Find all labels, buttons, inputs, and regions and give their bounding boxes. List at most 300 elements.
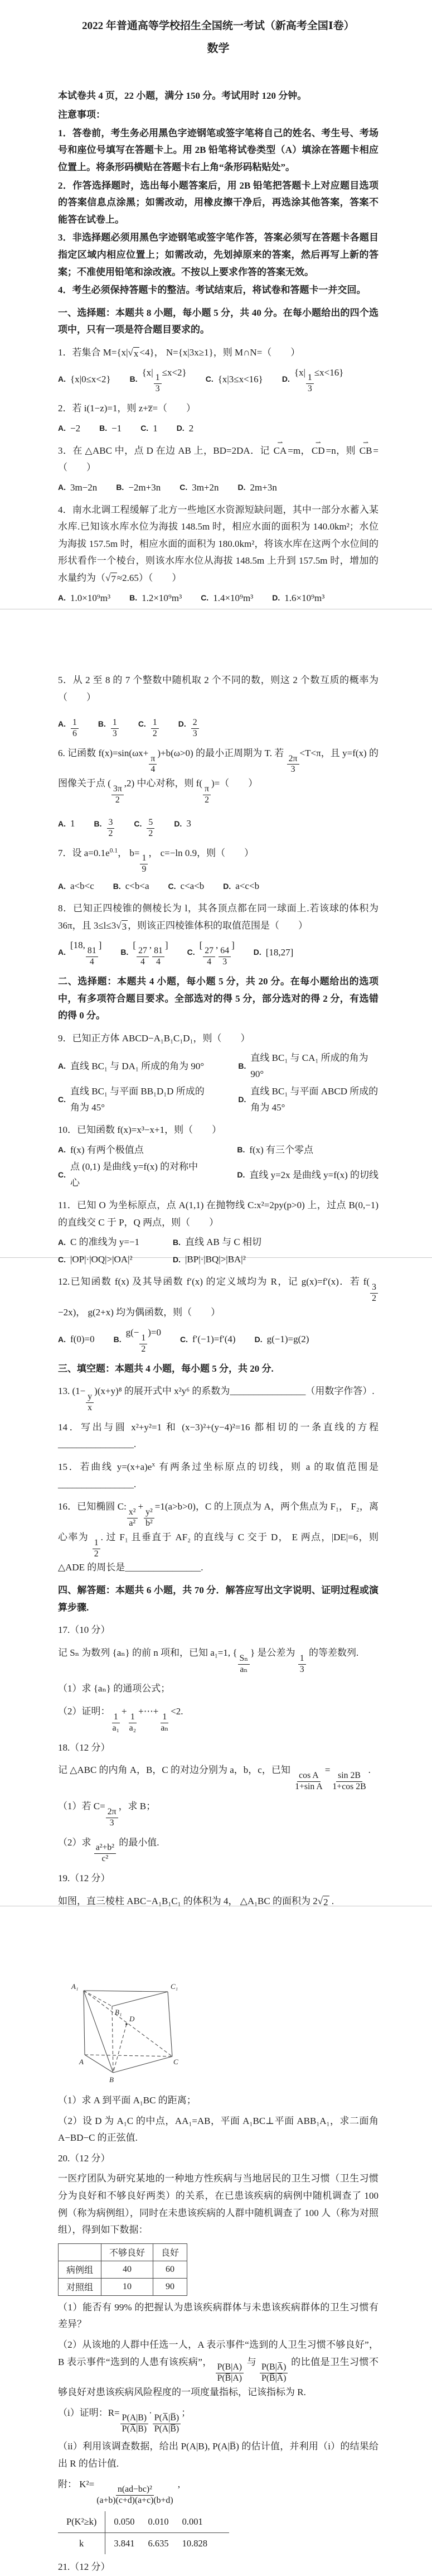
option-item — [173, 1234, 261, 1251]
fraction: $\frac{\text{y²}}{\text{b²}}$ — [144, 1507, 154, 1529]
option-item — [237, 1159, 378, 1191]
fraction: $\frac{P(B|A)}{P(B̅|A)}$ — [216, 2362, 244, 2384]
prism-edge — [84, 1991, 112, 2006]
option-item — [58, 1142, 203, 1159]
table-header-cell: 良好 — [153, 2243, 187, 2261]
option-label: C. — [205, 374, 213, 384]
option-item — [130, 365, 187, 395]
option-item — [237, 1142, 378, 1159]
table-header-cell — [59, 2243, 101, 2261]
ktable-row2-label: k — [58, 2533, 105, 2554]
option-text: 3m−2n — [70, 482, 98, 493]
options-row — [58, 709, 378, 739]
question-text: 18.（12 分） — [58, 1742, 110, 1753]
question-text: 记 Sₙ 为数列 {aₙ} 的前 n 项和，已知 a₁=1, { $\frac{\text{Sₙ}}{\text{aₙ}}$ } 是公差为 $\frac{1}{3}$ 的等差数列. — [58, 1647, 359, 1674]
section-heading: 四、解答题：本题共 6 小题，共 70 分．解答应写出文字说明、证明过程或演算步骤. — [58, 1585, 378, 1613]
option-label: C. — [138, 719, 146, 729]
fraction: $\frac{1}{2}$ — [139, 1333, 147, 1355]
section-heading: 三、填空题：本题共 4 小题，每小题 5 分，共 20 分. — [58, 1363, 274, 1374]
vertex-label: A₁ — [71, 1982, 79, 1991]
survey-table — [58, 2243, 187, 2296]
option-label: B. — [113, 1334, 122, 1344]
option-item — [58, 480, 97, 496]
page-1 — [0, 0, 432, 609]
option-item — [180, 1325, 236, 1355]
fraction: $\frac{\text{Sₙ}}{\text{aₙ}}$ — [238, 1654, 250, 1675]
option-text: 3m+2n — [192, 482, 219, 493]
option-label: C. — [134, 819, 142, 828]
sqrt: √ 2 — [317, 1895, 328, 1907]
option-item — [179, 480, 219, 496]
notice-paragraph: 本试卷共 4 页，22 小题，满分 150 分。考试用时 120 分钟。 — [58, 90, 307, 101]
option-item — [58, 1159, 203, 1191]
question-text: 21.（12 分） — [58, 2561, 110, 2573]
vertex-label: A — [79, 2058, 84, 2066]
option-label: C. — [179, 483, 188, 492]
table-cell: 40 — [101, 2261, 153, 2278]
ktable-row1-values — [105, 2511, 229, 2533]
vertex-label: B — [109, 2075, 114, 2084]
fraction: $\frac{64}{3}$ — [219, 946, 231, 968]
option-text: [18, $\frac{81}{4}$ ] — [70, 940, 102, 967]
question-text: 20.（12 分） — [58, 2152, 110, 2164]
option-item — [58, 1234, 139, 1251]
option-text: f(x) 有三个零点 — [249, 1144, 314, 1155]
prism-edge — [84, 1991, 168, 1992]
options-row — [58, 365, 378, 395]
superscript: x — [152, 1460, 156, 1468]
option-text: 直线 BC₁ 与平面 BB₁D₁D 所成的角为 45° — [70, 1086, 205, 1113]
option-item — [168, 878, 205, 895]
notice-paragraph: 1．答卷前，考生务必用黑色字迹钢笔或签字笔将自己的姓名、考生号、考场号和座位号填写在答题卡上。用 2B 铅笔将试卷类型（A）填涂在答题卡相应位置上。将条形码横贴在答题卡右上角“条形码粘贴处”。 — [58, 127, 378, 172]
prism-edge — [112, 1992, 168, 2006]
option-text: 直线 y=2x 是曲线 y=f(x) 的切线 — [249, 1169, 378, 1180]
option-text: 点 (0,1) 是曲线 y=f(x) 的对称中心 — [70, 1161, 198, 1189]
option-text — [146, 809, 155, 839]
prism-edge — [85, 2055, 172, 2056]
fraction: $\frac{1}{3}$ — [111, 718, 119, 739]
fraction: $\frac{\sin 2B}{1+\cos 2B}$ — [332, 1770, 366, 1791]
option-label: C. — [58, 1255, 66, 1264]
question-text: （i）证明：R= $\frac{P(A|B)}{P(A̅|B)}$ · $\frac{P(A̅|B̅)}{P(A|B̅)}$ ； — [58, 2407, 191, 2434]
option-text — [151, 709, 159, 739]
option-item — [174, 809, 191, 839]
fraction: $\frac{81}{4}$ — [86, 946, 98, 968]
fraction: $\frac{1}{\text{a₁}}$ — [112, 1712, 120, 1733]
section-heading: 二、选择题：本题共 4 小题，每小题 5 分，共 20 分。在每小题给出的选项中，有多项符合题目要求。全部选对的得 5 分，部分选对的得 2 分，有选错的得 0 分。 — [58, 976, 378, 1021]
options-row — [58, 590, 378, 607]
fraction: $\frac{3}{2}$ — [370, 1282, 378, 1304]
fraction: $\frac{\text{x²}}{\text{a²}}$ — [127, 1507, 138, 1529]
prism-edge — [84, 1991, 113, 2073]
fraction: $\frac{\pi}{2}$ — [203, 784, 211, 806]
option-label: C. — [187, 948, 195, 957]
question-text: （2）从该地的人群中任选一人，A 表示事件“选到的人卫生习惯不够良好”，B 表示事件“选到的人患有该疾病”， $\frac{P(B|A)}{P(B̅|A)}$ 与 $\frac{P(B|A̅)}{P(B̅|A̅)}$ 的比值是卫生习惯不够良好对患该疾病风险程度的一项度量指标，记该指标为 R. — [58, 2339, 379, 2398]
option-item — [58, 1084, 205, 1116]
option-text — [70, 709, 79, 739]
table-row — [59, 2278, 187, 2295]
option-label: D. — [253, 948, 261, 957]
option-item — [94, 809, 115, 839]
option-label: A. — [58, 483, 66, 492]
option-text: f′(−1)=f′(4) — [192, 1334, 236, 1345]
option-label: D. — [223, 881, 231, 891]
fraction: $\frac{2}{3}$ — [191, 718, 199, 739]
option-item — [272, 590, 324, 607]
ktable-row2-values — [105, 2533, 229, 2554]
fraction: $\frac{P(A|B)}{P(A̅|B)}$ — [120, 2413, 148, 2435]
option-label: C. — [140, 424, 149, 433]
fraction: $\frac{5}{2}$ — [147, 818, 154, 839]
prism-edge — [113, 2024, 127, 2073]
table-cell: 病例组 — [59, 2261, 101, 2278]
option-item — [58, 809, 75, 839]
option-text: {x|3≤x<16} — [217, 373, 263, 385]
fraction: $\frac{27}{4}$ — [137, 946, 149, 968]
question-text: 14．写出与圆 x²+y²=1 和 (x−3)²+(y−4)²=16 都相切的一条直线的方程________________. — [58, 1421, 378, 1450]
option-text: {x| $\frac{1}{3}$ ≤x<16} — [294, 367, 344, 394]
option-text: 1 — [70, 818, 75, 829]
exam-title: 2022 年普通高等学校招生全国统一考试（新高考全国Ⅰ卷） — [82, 20, 355, 32]
option-text: −1 — [111, 422, 122, 434]
option-text: 1.2×10⁹m³ — [142, 592, 182, 603]
fraction: $\frac{\text{n(ad−bc)²}}{(a+b)(c+d)(a+c)(b+d)}$ — [96, 2484, 173, 2506]
question-text: 10．已知函数 f(x)=x³−x+1，则（ ） — [58, 1124, 222, 1135]
option-item — [238, 1084, 378, 1116]
fraction: $\frac{1}{3}$ — [154, 373, 162, 395]
sqrt: √ x — [128, 347, 139, 359]
option-text: 直线 BC₁ 与 DA₁ 所成的角为 90° — [70, 1060, 205, 1071]
option-label: A. — [58, 1334, 66, 1344]
question-text: （ii）利用该调查数据，给出 P(A|B), P(A|B̅) 的估计值，并利用（i）的结果给出 R 的估计值. — [58, 2441, 378, 2469]
prism-edge — [84, 1991, 85, 2055]
prism-edge — [168, 1992, 172, 2056]
option-label: B. — [113, 881, 121, 891]
option-text: a<c<b — [235, 881, 260, 892]
option-label: B. — [98, 719, 106, 729]
option-label: C. — [179, 1334, 188, 1344]
question-text: 16．已知椭圆 C: $\frac{\text{x²}}{\text{a²}}$ + $\frac{\text{y²}}{\text{b²}}$ =1(a>b>0)，C 的上顶点为 A，两个焦点为 F₁， F₂，离心率为 $\frac{1}{2}$ . 过 F₁ 且垂直于 AF₂ 的直线与 C 交于 D， E 两点，|DE|=6，则 △ADE 的周长是________________. — [58, 1501, 379, 1573]
option-label: B. — [120, 948, 129, 957]
option-item — [58, 365, 111, 395]
option-item — [58, 1050, 205, 1083]
option-label: D. — [237, 1170, 245, 1180]
notice-paragraph: 2．作答选择题时，选出每小题答案后，用 2B 铅笔把答题卡上对应题目选项的答案信息点涂黑；如需改动，用橡皮擦干净后，再选涂其他答案，答案不能答在试卷上。 — [58, 180, 378, 225]
options-row — [58, 421, 378, 437]
option-label: A. — [58, 719, 66, 729]
option-label: C. — [58, 1170, 66, 1180]
fraction: $\frac{\text{cos A}}{\text{1+sin A}}$ — [295, 1770, 323, 1791]
critical-value-table — [58, 2511, 229, 2554]
fraction: $\frac{y}{x}$ — [86, 1392, 94, 1414]
option-item — [187, 938, 235, 968]
option-text: f(x) 有两个极值点 — [70, 1144, 144, 1155]
table-cell: 90 — [153, 2278, 187, 2295]
option-item — [140, 421, 158, 437]
option-text: 2m+3n — [250, 482, 277, 493]
question-text: （1）求 {aₙ} 的通项公式； — [58, 1683, 171, 1694]
table-cell: 60 — [153, 2261, 187, 2278]
fraction: $\frac{1}{2}$ — [151, 718, 159, 739]
question-text: 1．若集合 M={x| √ x <4}， N={x|3x≥1}，则 M∩N=（ ） — [58, 347, 300, 359]
option-text: {x|0≤x<2} — [70, 373, 111, 385]
prism-figure — [58, 1970, 378, 2089]
option-item — [58, 1325, 95, 1355]
table-header-cell: 不够良好 — [101, 2243, 153, 2261]
option-item — [58, 709, 79, 739]
question-text: （2）设 D 为 A₁C 的中点，AA₁=AB，平面 A₁BC⊥平面 ABB₁A₁，求二面角 A−BD−C 的正弦值. — [58, 2115, 378, 2144]
option-label: B. — [116, 483, 124, 492]
option-text: 直线 BC₁ 与 CA₁ 所成的角为 90° — [250, 1052, 368, 1080]
section-heading: 一、选择题：本题共 8 小题，每小题 5 分，共 40 分。在每小题给出的四个选项中，只有一项是符合题目要求的。 — [58, 307, 378, 335]
option-text: a<b<c — [70, 881, 94, 892]
fraction: $\frac{1}{2}$ — [93, 1538, 100, 1560]
fraction: $\frac{P(A̅|B̅)}{P(A|B̅)}$ — [153, 2413, 181, 2435]
significance-level: 0.010 — [148, 2516, 169, 2527]
page-3 — [0, 1258, 432, 1906]
option-item — [120, 938, 168, 968]
critical-value: 3.841 — [114, 2538, 135, 2549]
option-item — [282, 365, 344, 395]
option-item — [114, 1325, 161, 1355]
prism-edge — [112, 2006, 113, 2073]
fraction: $\frac{1}{\text{aₙ}}$ — [161, 1712, 169, 1733]
fraction: $\frac{2\pi}{3}$ — [287, 754, 299, 776]
prism-edge — [85, 2055, 113, 2073]
option-label: D. — [176, 424, 185, 433]
question-text: 附： K²= $\frac{\text{n(ad−bc)²}}{(a+b)(c+d)(a+c)(b+d)}$ , — [58, 2478, 181, 2506]
vertex-label: B₁ — [115, 2008, 122, 2016]
option-text: −2 — [70, 422, 81, 434]
question-text: 5．从 2 至 8 的 7 个整数中随机取 2 个不同的数，则这 2 个数互质的概率为（ ） — [58, 675, 378, 703]
question-text: 如图，直三棱柱 ABC−A₁B₁C₁ 的体积为 4， △A₁BC 的面积为 2 √ 2 . — [58, 1895, 334, 1907]
fraction: $\frac{1}{9}$ — [140, 853, 148, 875]
question-text: （1）能否有 99% 的把握认为患该疾病群体与未患该疾病群体的卫生习惯有差异？ — [58, 2301, 378, 2330]
option-text: g(−1)=g(2) — [266, 1334, 309, 1345]
option-text: 1.0×10⁹m³ — [70, 592, 111, 603]
vector: CB ⇀ — [360, 443, 372, 460]
options-row — [58, 1050, 378, 1116]
fraction: $\frac{27}{4}$ — [203, 946, 215, 968]
fraction: $\frac{3\pi}{2}$ — [111, 784, 124, 806]
option-label: C. — [201, 593, 209, 603]
question-text: 6. 记函数 f(x)=sin(ωx+ $\frac{\pi}{4}$ )+b(ω>0) 的最小正周期为 T. 若 $\frac{2\pi}{3}$ <T<π，且 y=f(x) 的图像关于点 ( $\frac{3\pi}{2}$ ,2) 中心对称，则 f( $\frac{\pi}{2}$ )=（ ） — [58, 747, 378, 805]
option-text — [110, 709, 119, 739]
prism-edge — [84, 1991, 172, 2056]
option-label: A. — [58, 374, 66, 384]
option-text: f(0)=0 — [70, 1334, 95, 1345]
option-label: D. — [174, 819, 182, 828]
option-item — [99, 421, 122, 437]
ktable-row1-label: P(K²≥k) — [58, 2511, 105, 2533]
option-item — [58, 938, 101, 968]
fraction: $\frac{1}{6}$ — [71, 718, 79, 739]
option-text — [106, 809, 115, 839]
question-text: 7．设 $a=0.1e^{0.1}$， b= $\frac{1}{9}$ ， c=−ln 0.9，则（ ） — [58, 847, 254, 874]
option-label: B. — [94, 819, 102, 828]
question-text: 15．若曲线 $y=(x+a)e^x$ 有两条过坐标原点的切线，则 a 的取值范围是________________. — [58, 1460, 379, 1489]
option-item — [254, 938, 294, 968]
option-label: D. — [254, 1334, 263, 1344]
fraction: $\frac{1}{3}$ — [306, 373, 314, 395]
option-text: [ $\frac{27}{4}$ , $\frac{64}{3}$ ] — [199, 940, 235, 967]
option-text: −2m+3n — [128, 482, 161, 493]
option-item — [223, 878, 259, 895]
option-text: 1.6×10⁹m³ — [284, 592, 325, 603]
question-text: 2．若 i(1−z)=1，则 z+z̅=（ ） — [58, 403, 196, 414]
option-text: c<b<a — [125, 881, 149, 892]
page-2 — [0, 609, 432, 1318]
question-text: 17.（10 分） — [58, 1625, 110, 1636]
options-row — [58, 938, 378, 968]
options-row — [58, 480, 378, 496]
sqrt: √ 3 — [116, 920, 127, 932]
table-cell: 10 — [101, 2278, 153, 2295]
option-item — [255, 1325, 309, 1355]
table-cell: 对照组 — [59, 2278, 101, 2295]
fraction: $\frac{\pi}{4}$ — [149, 754, 157, 776]
option-text: c<a<b — [180, 881, 205, 892]
notice-paragraph: 3．非选择题必须用黑色字迹钢笔或签字笔作答，答案必须写在答题卡各题目指定区域内相应位置上；如需改动，先划掉原来的答案，然后再写上新的答案；不准使用铅笔和涂改液。不按以上要求作答的答案无效。 — [58, 232, 378, 277]
option-item — [178, 709, 200, 739]
notice-paragraph: 4．考生必须保持答题卡的整洁。考试结束后，将试卷和答题卡一并交回。 — [58, 285, 366, 296]
option-label: C. — [58, 1095, 66, 1104]
option-label: D. — [178, 719, 186, 729]
vertex-label: C₁ — [171, 1982, 178, 1991]
page-4 — [0, 1906, 432, 2573]
options-row — [58, 809, 378, 839]
fraction: $\frac{1}{3}$ — [298, 1654, 306, 1675]
option-text: 2 — [188, 422, 194, 434]
option-text: {x| $\frac{1}{3}$ ≤x<2} — [142, 367, 187, 394]
table-row — [59, 2261, 187, 2278]
prism-figure-svg — [58, 1970, 192, 2086]
option-item — [129, 590, 182, 607]
vector: CD ⇀ — [312, 443, 325, 460]
option-item — [58, 1252, 139, 1268]
option-label: C. — [168, 881, 176, 891]
superscript: 0.1 — [109, 847, 118, 854]
option-label: A. — [58, 819, 66, 828]
option-label: A. — [58, 1061, 66, 1071]
option-label: D. — [281, 374, 290, 384]
vertex-label: C — [173, 2058, 178, 2066]
question-text: 9．已知正方体 ABCD−A₁B₁C₁D₁，则（ ） — [58, 1032, 250, 1044]
vertex-label: D — [129, 2015, 135, 2023]
option-label: D. — [272, 593, 280, 603]
option-item — [201, 590, 253, 607]
option-item — [206, 365, 263, 395]
option-label: D. — [173, 1255, 181, 1264]
option-label: B. — [99, 424, 108, 433]
options-row — [58, 1325, 378, 1355]
option-label: B. — [237, 1145, 245, 1155]
question-text: （2）求 $\frac{\text{a²+b²}}{\text{c²}}$ 的最小值. — [58, 1837, 159, 1864]
options-row — [58, 1142, 378, 1192]
sqrt: √ 7 — [105, 573, 116, 585]
option-text: 1.4×10⁹m³ — [213, 592, 254, 603]
option-text: C 的准线为 y=−1 — [70, 1237, 140, 1248]
option-label: B. — [173, 1237, 181, 1247]
option-item — [238, 1050, 378, 1083]
fraction: $\frac{2\pi}{3}$ — [106, 1807, 118, 1829]
fraction: $\frac{1}{\text{a₂}}$ — [129, 1712, 137, 1733]
point-D-dot — [125, 2023, 128, 2025]
question-text: 12.已知函数 f(x) 及其导函数 f′(x) 的定义域均为 R，记 g(x)=f′(x)．若 f( $\frac{3}{2}$ −2x)， g(2+x) 均为偶函数，则（ ） — [58, 1273, 378, 1321]
significance-level: 0.050 — [114, 2516, 135, 2527]
significance-level: 0.001 — [182, 2516, 203, 2527]
question-text: 4．南水北调工程缓解了北方一些地区水资源短缺问题，其中一部分水蓄入某水库.已知该水库水位为海拔 148.5m 时，相应水面的面积为 140.0km²；水位为海拔 157.5m 时，相应水面的面积为 180.0km²，将该水库在这两个水位间的形状看作一个棱台，则该水库水位从海拔 148.5m 上升到 157.5m 时，增加的水量约为（ √ 7 ≈2.65）（ ） — [58, 504, 378, 585]
option-text: [ $\frac{27}{4}$ , $\frac{81}{4}$ ] — [133, 940, 168, 967]
option-text: 直线 AB 与 C 相切 — [185, 1237, 261, 1248]
option-text: |OP|·|OQ|>|OA|² — [70, 1254, 133, 1265]
option-label: A. — [58, 948, 66, 957]
notice-paragraph: 注意事项： — [58, 109, 105, 121]
fraction: $\frac{\text{a²+b²}}{\text{c²}}$ — [94, 1843, 116, 1864]
question-text: （2）证明： $\frac{1}{\text{a₁}}$ + $\frac{1}{\text{a₂}}$ +⋯+ $\frac{1}{\text{aₙ}}$ <2. — [58, 1706, 183, 1733]
prism-edge — [113, 2056, 172, 2073]
question-text: 19.（12 分） — [58, 1873, 110, 1884]
option-item — [98, 709, 119, 739]
question-text: 一医疗团队为研究某地的一种地方性疾病与当地居民的卫生习惯（卫生习惯分为良好和不够良好两类）的关系，在已患该疾病的病例中随机调查了 100 例（称为病例组），同时在未患该疾病的人群中随机调查了 100 人（称为对照组），得到如下数据： — [58, 2173, 378, 2236]
option-text — [191, 709, 200, 739]
exam-subject: 数学 — [207, 42, 230, 55]
fraction: $\frac{3}{2}$ — [107, 818, 115, 839]
option-label: A. — [58, 1145, 66, 1155]
option-label: B. — [129, 374, 138, 384]
option-item — [173, 1252, 261, 1268]
option-item — [116, 480, 161, 496]
fraction: $\frac{P(B|A̅)}{P(B̅|A̅)}$ — [260, 2362, 288, 2384]
option-label: A. — [58, 424, 66, 433]
options-row — [58, 878, 378, 895]
question-text: 11．已知 O 为坐标原点，点 A(1,1) 在抛物线 C:x²=2py(p>0) 上，过点 B(0,−1) 的直线交 C 于 P，Q 两点，则（ ） — [58, 1200, 378, 1228]
question-text: （1）若 C= $\frac{2\pi}{3}$ ，求 B； — [58, 1800, 156, 1828]
option-text: 直线 BC₁ 与平面 ABCD 所成的角为 45° — [250, 1086, 378, 1113]
option-label: A. — [58, 881, 66, 891]
critical-value: 6.635 — [148, 2538, 169, 2549]
option-text: |BP|·|BQ|>|BA|² — [185, 1254, 246, 1265]
option-text: 3 — [186, 818, 191, 829]
option-label: D. — [237, 483, 246, 492]
option-label: B. — [129, 593, 138, 603]
option-item — [58, 590, 110, 607]
critical-value: 10.828 — [182, 2538, 207, 2549]
option-item — [58, 878, 94, 895]
option-item — [177, 421, 194, 437]
option-label: B. — [238, 1061, 246, 1071]
question-text: 3．在 △ABC 中，点 D 在边 AB 上，BD=2DA．记 CA ⇀ =m， CD ⇀ =n，则 CB ⇀ =（ ） — [58, 443, 378, 477]
option-text: g(− $\frac{1}{2}$ )=0 — [125, 1327, 161, 1354]
option-item — [138, 709, 159, 739]
option-item — [113, 878, 149, 895]
option-item — [58, 421, 80, 437]
option-label: A. — [58, 1237, 66, 1247]
option-item — [238, 480, 277, 496]
question-text: （1）求 A 到平面 A₁BC 的距离； — [58, 2095, 196, 2106]
option-label: D. — [238, 1095, 246, 1104]
question-text: 13. (1− $\frac{y}{x}$ )(x+y)⁸ 的展开式中 x²y⁶ 的系数为________________（用数字作答）. — [58, 1386, 375, 1412]
table-row — [59, 2243, 187, 2261]
option-text: [18,27] — [265, 946, 294, 958]
vector: CA ⇀ — [274, 443, 287, 460]
option-item — [134, 809, 155, 839]
question-text: 8．已知正四棱锥的侧棱长为 l，其各顶点都在同一球面上.若该球的体积为 36π，且 3≤l≤3 √ 3 ，则该正四棱锥体积的取值范围是（ ） — [58, 903, 378, 932]
option-text: 1 — [153, 422, 158, 434]
fraction: $\frac{81}{4}$ — [152, 946, 164, 968]
option-label: A. — [58, 593, 66, 603]
question-text: 记 △ABC 的内角 A，B，C 的对边分别为 a，b，c，已知 $\frac{\text{cos A}}{\text{1+sin A}}$ = $\frac{\sin 2B}{1+\cos 2B}$ . — [58, 1765, 371, 1791]
